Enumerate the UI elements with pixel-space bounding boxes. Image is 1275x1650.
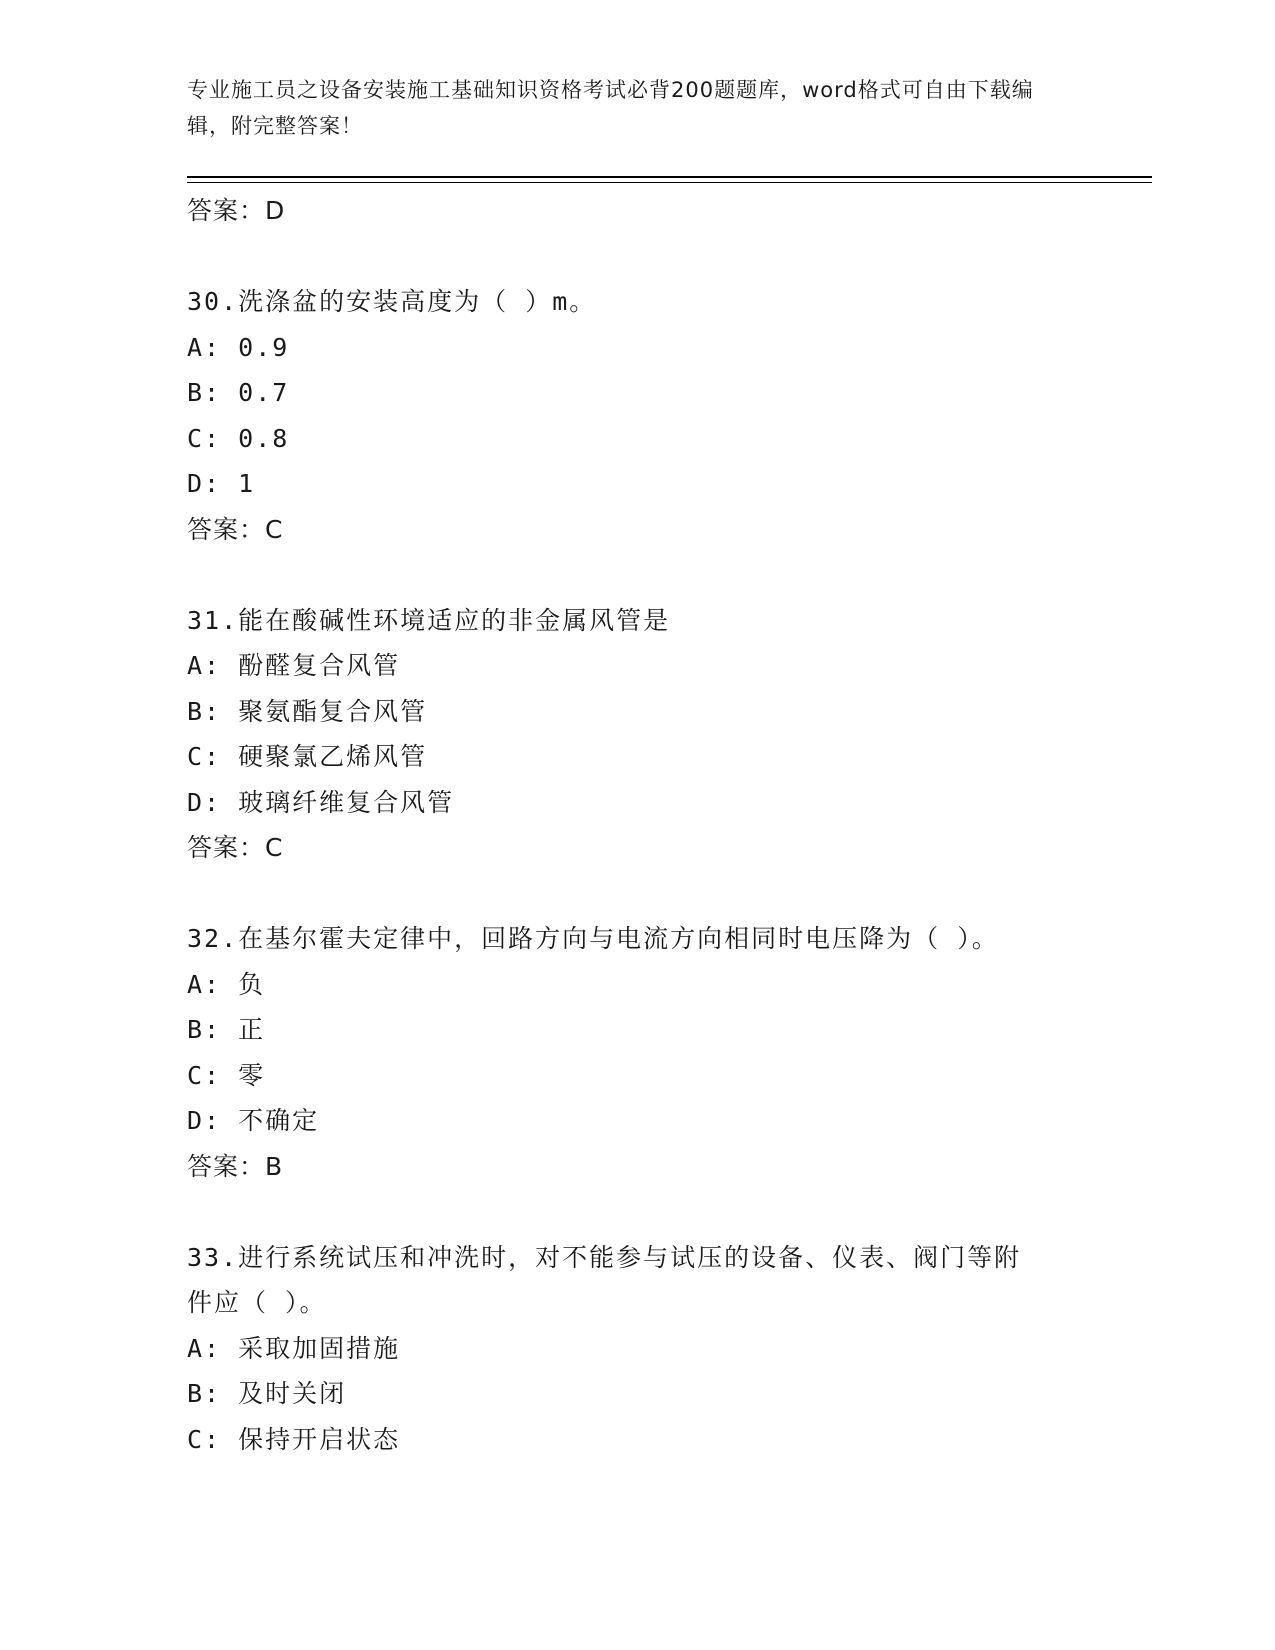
option-b: B: 聚氨酯复合风管 <box>187 696 428 726</box>
option-d: D: 玻璃纤维复合风管 <box>187 787 455 817</box>
header-title: 专业施工员之设备安装施工基础知识资格考试必背200题题库，word格式可自由下载编辑，附完整答案！ <box>187 78 1034 138</box>
spacer <box>187 234 1087 280</box>
answer-line: 答案：C <box>187 833 284 862</box>
question-text-line-2: 件应（ ）。 <box>187 1288 327 1317</box>
option-c: C: 保持开启状态 <box>187 1424 401 1454</box>
option-d: D: 1 <box>187 469 256 498</box>
question-30 <box>187 279 1087 552</box>
option-c: C: 0.8 <box>187 423 290 453</box>
question-text: 31.能在酸碱性环境适应的非金属风管是 <box>187 605 671 635</box>
spacer <box>187 552 1087 598</box>
question-text: 30.洗涤盆的安装高度为（ ）m。 <box>187 287 597 316</box>
question-32 <box>187 916 1087 1189</box>
answer-line: 答案：D <box>187 196 286 225</box>
document-header <box>187 72 1067 144</box>
question-33 <box>187 1235 1087 1463</box>
header-divider-thin <box>187 182 1152 183</box>
option-a: A: 0.9 <box>187 332 290 362</box>
question-text: 32.在基尔霍夫定律中，回路方向与电流方向相同时电压降为（ ）。 <box>187 924 999 953</box>
option-c: C: 零 <box>187 1060 266 1090</box>
answer-line: 答案：C <box>187 514 284 544</box>
question-list <box>187 188 1087 1462</box>
option-b: B: 0.7 <box>187 378 290 407</box>
option-a: A: 负 <box>187 969 266 999</box>
option-b: B: 及时关闭 <box>187 1379 347 1408</box>
option-a: A: 采取加固措施 <box>187 1333 401 1363</box>
option-a: A: 酚醛复合风管 <box>187 651 401 680</box>
option-c: C: 硬聚氯乙烯风管 <box>187 742 428 771</box>
header-divider-thick <box>187 176 1152 178</box>
spacer <box>187 871 1087 917</box>
option-d: D: 不确定 <box>187 1106 320 1135</box>
question-31 <box>187 598 1087 871</box>
option-b: B: 正 <box>187 1015 266 1044</box>
spacer <box>187 1189 1087 1235</box>
answer-line: 答案：B <box>187 1151 284 1181</box>
question-text-line-1: 33.进行系统试压和冲洗时，对不能参与试压的设备、仪表、阀门等附 <box>187 1242 1022 1272</box>
